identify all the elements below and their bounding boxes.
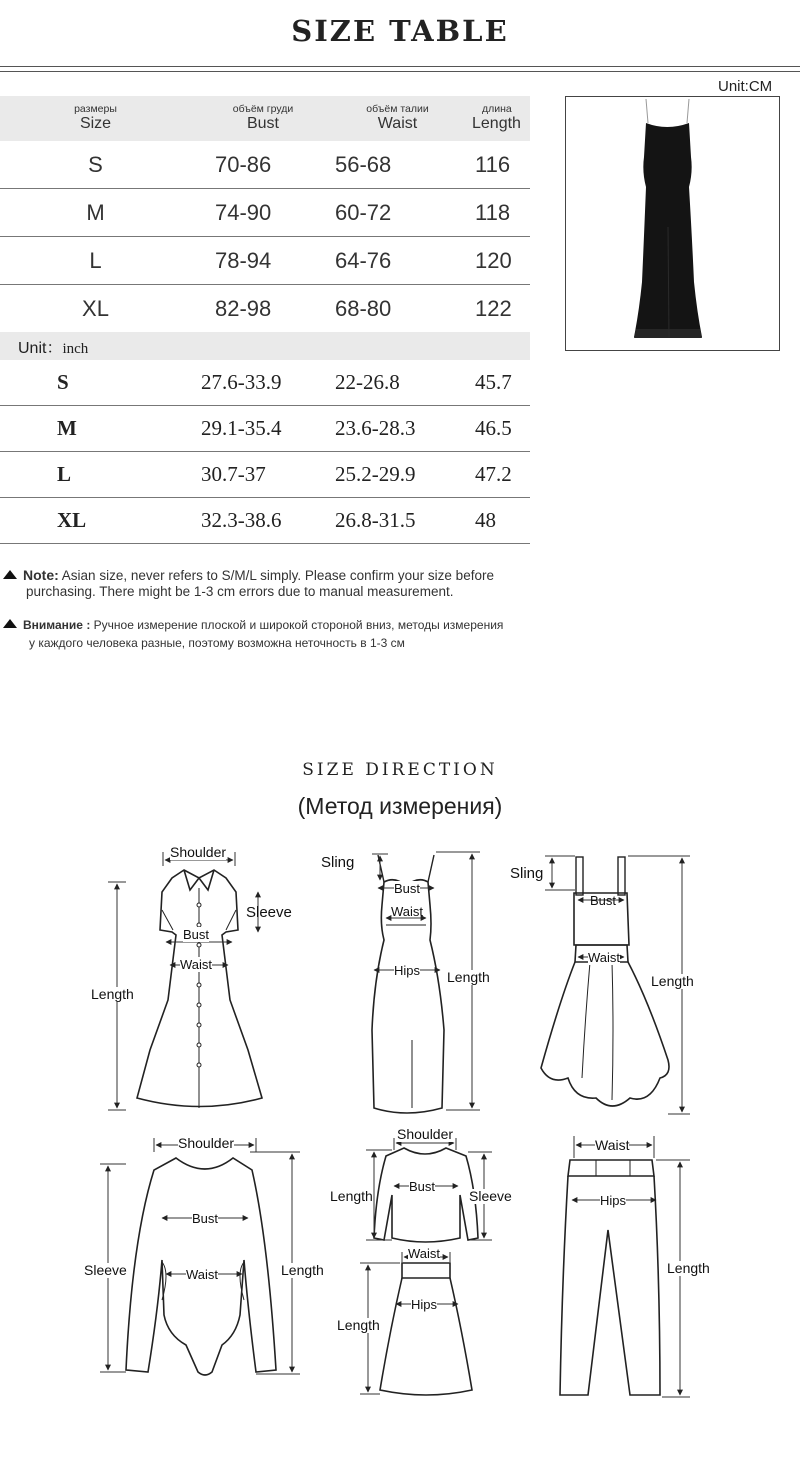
top-sleeve-label: Sleeve (469, 1188, 512, 1204)
note-ru-label: Внимание : (23, 618, 91, 632)
top-diagram (374, 1148, 478, 1242)
pinafore-sling-label: Sling (510, 865, 544, 882)
shirtdress-diagram (137, 870, 262, 1108)
pinafore-waist-label: Waist (588, 950, 621, 965)
header-waist-ru: объём талии (366, 103, 429, 115)
header-length-ru: длина (482, 103, 512, 115)
slipdress-bust-label: Bust (394, 881, 421, 896)
cell-waist: 64-76 (335, 237, 460, 285)
top-length-label: Length (330, 1188, 373, 1204)
triangle-bullet-icon (3, 570, 17, 579)
shirtdress-shoulder-label: Shoulder (170, 844, 227, 860)
note-ru-line2: у каждого человека разные, поэтому возможна неточность в 1-3 см (29, 636, 405, 650)
cell-length: 116 (460, 141, 530, 189)
skirt-waist-label: Waist (408, 1246, 441, 1261)
product-photo (565, 96, 780, 351)
header-length (460, 96, 530, 141)
header-bust-en: Bust (246, 115, 279, 132)
bodysuit-bust-label: Bust (192, 1211, 219, 1226)
pinafore-bust-label: Bust (590, 893, 617, 908)
shirtdress-bust-label: Bust (183, 927, 210, 942)
cell-bust: 30.7-37 (191, 452, 335, 498)
table-row (0, 189, 530, 237)
triangle-bullet-icon (3, 619, 17, 628)
slipdress-hips-label: Hips (394, 963, 421, 978)
cell-length: 48 (460, 498, 530, 544)
header-bust (191, 96, 335, 141)
table-row (0, 285, 530, 333)
header-waist (335, 96, 460, 141)
cell-length: 122 (475, 295, 512, 321)
cell-size: M (0, 189, 191, 237)
size-table (0, 96, 530, 544)
header-size-ru: размеры (74, 103, 117, 115)
table-header-row (0, 96, 530, 141)
cell-size: M (0, 406, 191, 452)
note-ru-line1: Ручное измерение плоской и широкой стороной вниз, методы измерения (93, 618, 504, 632)
bodysuit-waist-label: Waist (186, 1267, 219, 1282)
table-row (0, 360, 530, 406)
cell-size: XL (0, 498, 191, 544)
cell-waist: 68-80 (335, 295, 392, 321)
table-row (0, 237, 530, 285)
cell-waist: 22-26.8 (335, 360, 460, 406)
size-direction-subtitle: (Метод измерения) (297, 793, 503, 819)
cell-size: L (0, 452, 191, 498)
note-en (0, 567, 494, 600)
top-shoulder-label: Shoulder (397, 1126, 454, 1142)
header-bust-ru: объём груди (232, 103, 294, 115)
skirt-length-label: Length (337, 1317, 380, 1333)
pants-length-label: Length (667, 1260, 710, 1276)
unit-inch-cell (0, 332, 530, 360)
bodysuit-shoulder-label: Shoulder (178, 1135, 235, 1151)
header-waist-en: Waist (377, 115, 418, 132)
pinafore-length-label: Length (651, 973, 694, 989)
cell-waist: 56-68 (335, 141, 460, 189)
cell-waist: 26.8-31.5 (335, 498, 460, 544)
dress-photo-image (566, 97, 779, 350)
note-ru (0, 617, 503, 653)
pants-waist-label: Waist (595, 1137, 630, 1153)
shirtdress-sleeve-label: Sleeve (246, 904, 292, 921)
bodysuit-sleeve-label: Sleeve (84, 1262, 127, 1278)
cell-bust: 74-90 (191, 189, 335, 237)
cell-bust: 32.3-38.6 (191, 498, 335, 544)
slipdress-sling-label: Sling (321, 854, 355, 871)
cell-waist: 60-72 (335, 189, 460, 237)
unit-inch-value: inch (62, 340, 89, 357)
top-bust-label: Bust (409, 1179, 436, 1194)
cell-length: 120 (460, 237, 530, 285)
header-length-en: Length (472, 115, 521, 132)
cell-waist: 25.2-29.9 (335, 452, 460, 498)
table-row (0, 141, 530, 189)
header-size (0, 96, 191, 141)
table-row (0, 498, 530, 544)
unit-cm-label: Unit:CM (718, 78, 773, 95)
shirtdress-waist-label: Waist (180, 957, 213, 972)
cell-bust: 29.1-35.4 (191, 406, 335, 452)
note-en-label: Note: (23, 567, 59, 583)
unit-inch-row (0, 332, 530, 360)
cell-bust: 82-98 (215, 295, 272, 321)
skirt-hips-label: Hips (411, 1297, 438, 1312)
note-en-line2: purchasing. There might be 1-3 cm errors due to manual measurement. (26, 584, 454, 599)
table-row (0, 452, 530, 498)
title-divider-bottom (0, 71, 800, 72)
cell-bust: 27.6-33.9 (191, 360, 335, 406)
slipdress-length-label: Length (447, 969, 490, 985)
cell-size: S (0, 141, 191, 189)
page-title: SIZE TABLE (291, 14, 509, 48)
cell-bust: 70-86 (191, 141, 335, 189)
bodysuit-length-label: Length (281, 1262, 324, 1278)
header-size-en: Size (79, 115, 112, 132)
note-en-line1: Asian size, never refers to S/M/L simply. Please confirm your size before (61, 568, 494, 583)
cell-size: S (0, 360, 191, 406)
cell-bust: 78-94 (191, 237, 335, 285)
cell-waist: 23.6-28.3 (335, 406, 460, 452)
table-row (0, 406, 530, 452)
cell-size: L (0, 237, 191, 285)
cell-length: 46.5 (460, 406, 530, 452)
size-direction-title: SIZE DIRECTION (302, 760, 498, 780)
cell-length: 47.2 (460, 452, 530, 498)
skirt-diagram (380, 1263, 472, 1395)
unit-inch-label: Unit： (18, 339, 63, 357)
cell-size: XL (82, 295, 109, 321)
shirtdress-length-label: Length (91, 986, 134, 1002)
pants-hips-label: Hips (600, 1193, 627, 1208)
slipdress-waist-label: Waist (391, 904, 424, 919)
title-divider-top (0, 66, 800, 67)
cell-length: 118 (460, 189, 530, 237)
cell-length: 45.7 (460, 360, 530, 406)
